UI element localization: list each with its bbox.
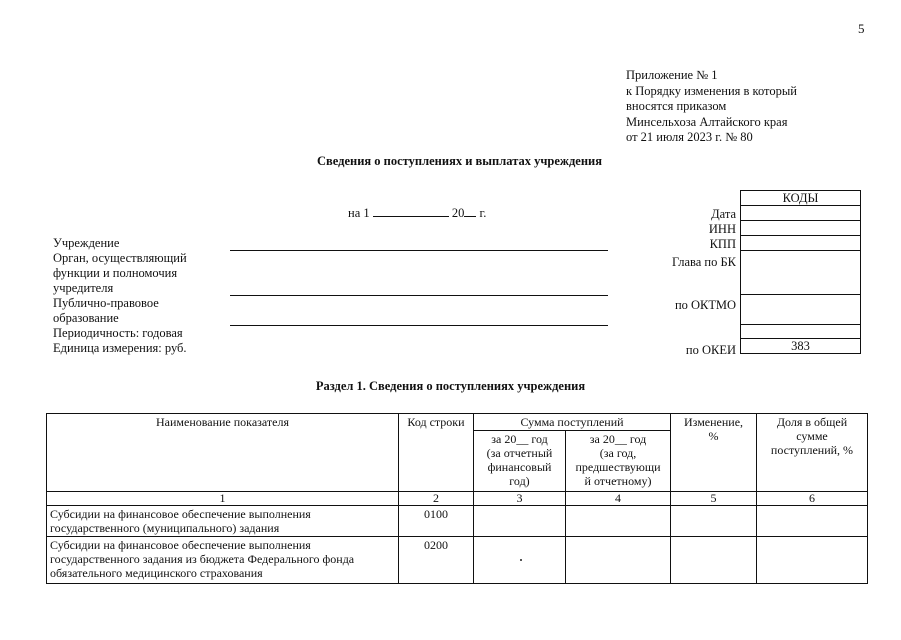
column-number: 6 xyxy=(757,492,868,506)
section-1-title: Раздел 1. Сведения о поступлениях учреждения xyxy=(315,379,586,393)
row-name-line: Субсидии на финансовое обеспечение выполнения xyxy=(50,538,311,552)
codes-header: КОДЫ xyxy=(741,191,861,206)
inn-code-cell xyxy=(741,221,861,236)
founder-line xyxy=(230,295,608,296)
header-change-line: % xyxy=(708,429,719,443)
public-entity-label-2: образование xyxy=(53,311,119,325)
year-blank xyxy=(464,205,476,217)
row-change-value xyxy=(671,537,757,584)
appendix-note xyxy=(626,68,797,146)
row-name-line: государственного (муниципального) задания xyxy=(50,521,280,535)
header-share-line: Доля в общей xyxy=(776,415,848,429)
public-entity-label-1: Публично-правовое xyxy=(53,296,159,310)
header-share-line: сумме xyxy=(796,429,828,443)
receipts-table xyxy=(46,413,868,584)
empty-code-cell xyxy=(741,325,861,339)
document-title: Сведения о поступлениях и выплатах учреждения xyxy=(316,154,603,168)
row-previous-year-value xyxy=(566,506,671,537)
row-share-value xyxy=(757,537,868,584)
row-name-line: Субсидии на финансовое обеспечение выполнения xyxy=(50,507,311,521)
appendix-line: Приложение № 1 xyxy=(626,68,718,82)
header-reporting-year-line: за 20__ год xyxy=(491,432,548,446)
scan-speck xyxy=(520,559,522,561)
okei-label: по ОКЕИ xyxy=(685,343,736,357)
founder-label-3: учредителя xyxy=(53,281,114,295)
date-prefix: на 1 xyxy=(348,206,370,220)
date-suffix: г. xyxy=(479,206,487,220)
header-reporting-year-line: год) xyxy=(509,474,530,488)
okei-code-cell: 383 xyxy=(741,339,861,354)
date-blank xyxy=(373,205,449,217)
column-number: 2 xyxy=(399,492,474,506)
appendix-line: к Порядку изменения в который xyxy=(626,83,797,98)
table-row xyxy=(47,537,868,584)
header-share xyxy=(757,414,868,492)
header-reporting-year xyxy=(474,431,566,492)
table-row xyxy=(47,506,868,537)
row-reporting-year-value xyxy=(474,506,566,537)
appendix-line: Минсельхоза Алтайского края xyxy=(626,114,788,129)
page-number: 5 xyxy=(858,21,865,36)
bk-label: Глава по БК xyxy=(671,255,736,269)
founder-label-2: функции и полномочия xyxy=(53,266,178,280)
date-code-cell xyxy=(741,206,861,221)
row-indicator-name xyxy=(47,537,399,584)
column-number: 3 xyxy=(474,492,566,506)
periodicity-label: Периодичность: годовая xyxy=(53,326,183,340)
column-number: 1 xyxy=(47,492,399,506)
appendix-line: вносятся приказом xyxy=(626,99,727,113)
row-change-value xyxy=(671,506,757,537)
row-name-line: государственного задания из бюджета Федерального фонда xyxy=(50,552,355,566)
row-indicator-name xyxy=(47,506,399,537)
header-previous-year xyxy=(566,431,671,492)
unit-label: Единица измерения: руб. xyxy=(53,341,187,355)
codes-table xyxy=(740,190,861,354)
public-entity-line xyxy=(230,325,608,326)
header-row-code: Код строки xyxy=(399,414,474,492)
oktmo-code-cell xyxy=(741,295,861,325)
row-share-value xyxy=(757,506,868,537)
founder-label-1: Орган, осуществляющий xyxy=(53,251,187,265)
appendix-line: от 21 июля 2023 г. № 80 xyxy=(626,130,753,144)
header-previous-year-line: предшествующи xyxy=(575,460,661,474)
row-name-line: обязательного медицинского страхования xyxy=(50,566,263,580)
header-change xyxy=(671,414,757,492)
header-reporting-year-line: (за отчетный xyxy=(486,446,553,460)
column-number: 4 xyxy=(566,492,671,506)
row-previous-year-value xyxy=(566,537,671,584)
header-receipts-sum: Сумма поступлений xyxy=(474,414,671,431)
header-change-line: Изменение, xyxy=(683,415,744,429)
institution-label: Учреждение xyxy=(53,236,120,250)
header-share-line: поступлений, % xyxy=(770,443,854,457)
header-previous-year-line: й отчетному) xyxy=(584,474,652,488)
kpp-label: КПП xyxy=(709,237,736,251)
column-number: 5 xyxy=(671,492,757,506)
header-previous-year-line: за 20__ год xyxy=(589,432,647,446)
row-code: 0200 xyxy=(399,537,474,584)
header-indicator-name: Наименование показателя xyxy=(47,414,399,492)
date-code-label: Дата xyxy=(711,207,736,221)
report-date-line xyxy=(348,205,486,220)
header-previous-year-line: (за год, xyxy=(599,446,637,460)
institution-line xyxy=(230,250,608,251)
kpp-code-cell xyxy=(741,236,861,251)
inn-label: ИНН xyxy=(708,222,736,236)
bk-code-cell xyxy=(741,251,861,295)
header-reporting-year-line: финансовый xyxy=(487,460,552,474)
oktmo-label: по ОКТМО xyxy=(674,298,736,312)
row-code: 0100 xyxy=(399,506,474,537)
date-year: 20 xyxy=(451,206,465,220)
